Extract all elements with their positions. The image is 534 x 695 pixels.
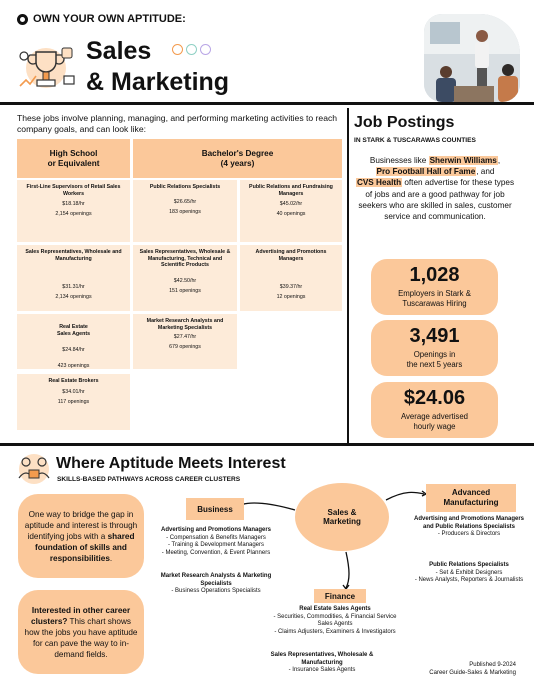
decor-circle-purple	[200, 44, 211, 55]
job-openings: 423 openings	[57, 363, 90, 369]
puzzle-people-icon	[15, 452, 53, 486]
node-finance: Finance	[314, 589, 366, 603]
pathway-related-job: - Meeting, Convention, & Event Planners	[161, 549, 271, 556]
target-icon	[17, 14, 28, 25]
pathway-related-job: - Compensation & Benefits Managers	[166, 534, 266, 541]
finance-item	[268, 606, 402, 636]
job-title: Sales Representatives, Wholesale and Manufacturing	[25, 249, 122, 262]
node-sales-marketing: Sales & Marketing	[295, 483, 389, 551]
pathway-related-job: - Securities, Commodities, & Financial Service Sales Agents	[273, 613, 397, 628]
job-title: Advertising and Promotions Managers	[255, 249, 327, 262]
job-openings: 151 openings	[169, 287, 201, 294]
job-wage: $26.65/hr	[173, 198, 197, 205]
job-wage: $18.18/hr	[62, 201, 85, 207]
table-cell	[133, 314, 237, 369]
note-bold-text: Interested in other career clusters?	[31, 605, 131, 626]
footer	[410, 661, 516, 677]
table-cell	[17, 314, 130, 369]
job-title: Public Relations Specialists	[149, 184, 221, 190]
node-advanced-manufacturing: Advanced Manufacturing	[426, 484, 516, 512]
text-segment: , and	[476, 167, 495, 177]
stat-label: Employers in Stark & Tuscarawas Hiring	[398, 289, 471, 308]
pathway-related-job: - Claims Adjusters, Examiners & Investigators	[274, 628, 396, 635]
job-wage: $34.01/hr	[62, 388, 85, 395]
pathway-job-title: Advertising and Promotions Managers	[160, 527, 272, 533]
pathway-related-job: - Insurance Sales Agents	[288, 667, 356, 674]
pathway-related-job: - News Analysts, Reporters & Journalists	[414, 577, 524, 584]
divider-top	[0, 102, 534, 105]
note-other-clusters	[18, 590, 144, 674]
kicker	[17, 13, 186, 25]
kicker-text: OWN YOUR OWN APTITUDE:	[33, 13, 186, 25]
title-line-2: & Marketing	[86, 68, 230, 96]
business-item	[158, 573, 274, 596]
stat-number: 1,028	[409, 264, 460, 286]
company-sherwin-williams: Sherwin Williams	[429, 156, 497, 165]
job-wage: $42.50/hr	[173, 277, 197, 284]
stat-label: Openings in the next 5 years	[406, 350, 463, 369]
pathway-job-title: Market Research Analysts & Marketing Specialists	[160, 573, 272, 587]
table-cell	[17, 245, 130, 311]
job-wage: $39.37/hr	[279, 284, 303, 290]
advanced-item	[412, 562, 526, 585]
note-text: This chart shows how the jobs you have aptitude for can pave the way to in-demand fields.	[24, 616, 138, 659]
publish-date: Published 9-2024	[469, 662, 516, 668]
pathway-related-job: - Training & Development Managers	[167, 542, 265, 549]
divider-vertical	[347, 108, 349, 443]
text-segment: often advertise for these types of jobs and are a good pathway for job seekers who are skilled in sales, customer service and communication.	[358, 178, 515, 222]
table-cell	[133, 245, 237, 311]
table-cell	[17, 374, 130, 430]
job-title: Real Estate Brokers	[48, 378, 99, 384]
job-wage: $31.31/hr	[62, 284, 85, 290]
column-header-bachelors: Bachelor's Degree (4 years)	[133, 139, 342, 178]
stat-employers	[371, 259, 498, 315]
job-openings: 183 openings	[169, 208, 201, 215]
pathway-related-job: - Producers & Directors	[437, 531, 501, 538]
guide-name: Career Guide-Sales & Marketing	[429, 670, 516, 676]
note-bridge-gap	[18, 494, 144, 578]
job-postings-subtitle: IN STARK & TUSCARAWAS COUNTIES	[354, 137, 476, 144]
job-openings: 40 openings	[276, 211, 306, 217]
job-openings: 679 openings	[169, 344, 201, 350]
column-header-high-school: High School or Equivalent	[17, 139, 130, 178]
decor-circles	[172, 44, 211, 55]
pathway-job-title: Advertising and Promotions Managers and Public Relations Specialists	[413, 516, 525, 530]
pathway-job-title: Sales Representatives, Wholesale & Manufacturing	[270, 652, 374, 666]
job-wage: $27.47/hr	[173, 334, 197, 340]
pathway-job-title: Public Relations Specialists	[429, 562, 509, 568]
trophy-icon	[16, 42, 78, 98]
job-title: Sales Representatives, Wholesale & Manufacturing, Technical and Scientific Products	[139, 249, 231, 268]
business-item	[148, 527, 284, 557]
pathway-related-job: - Set & Exhibit Designers	[435, 569, 503, 576]
note-text: One way to bridge the gap in aptitude and interest is through identifying jobs with a	[24, 509, 138, 541]
pathway-job-title: Real Estate Sales Agents	[299, 606, 371, 612]
company-pro-football-hall-of-fame: Pro Football Hall of Fame	[376, 167, 476, 177]
meeting-photo	[424, 14, 520, 102]
job-openings: 117 openings	[57, 398, 90, 405]
table-cell	[240, 245, 342, 311]
node-business: Business	[186, 498, 244, 520]
title-line-1: Sales	[86, 37, 152, 65]
job-title: Real Estate Sales Agents	[56, 324, 91, 337]
decor-circle-orange	[172, 44, 183, 55]
table-cell	[133, 180, 237, 242]
decor-circle-teal	[186, 44, 197, 55]
finance-item	[258, 652, 386, 675]
text-segment: ,	[497, 156, 501, 165]
job-wage: $45.02/hr	[279, 201, 303, 207]
job-title: First-Line Supervisors of Retail Sales Workers	[26, 184, 121, 197]
job-openings: 2,134 openings	[55, 294, 92, 300]
job-openings: 2,154 openings	[55, 211, 92, 217]
table-cell	[240, 180, 342, 242]
job-wage: $24.84/hr	[62, 347, 85, 353]
job-postings-text	[355, 155, 515, 222]
aptitude-subtitle: SKILLS-BASED PATHWAYS ACROSS CAREER CLUSTERS	[57, 476, 241, 483]
pathway-related-job: - Business Operations Specialists	[171, 588, 261, 595]
job-postings-title: Job Postings	[354, 114, 455, 131]
table-cell	[17, 180, 130, 242]
stat-number: 3,491	[409, 325, 460, 347]
stat-openings	[371, 320, 498, 376]
divider-middle	[0, 443, 534, 446]
jobs-table	[17, 139, 342, 433]
note-bold-text: shared foundation of skills and responsibilities	[35, 531, 135, 563]
intro-text: These jobs involve planning, managing, and performing marketing activities to reach company goals, and can look like:	[17, 113, 338, 134]
stat-number: $24.06	[403, 387, 466, 409]
aptitude-title: Where Aptitude Meets Interest	[56, 455, 286, 472]
advanced-item	[412, 516, 526, 539]
job-openings: 12 openings	[276, 294, 306, 300]
text-segment: Businesses like	[369, 156, 429, 165]
stat-label: Average advertised hourly wage	[400, 412, 469, 431]
job-title: Market Research Analysts and Marketing Specialists	[146, 318, 224, 331]
job-title: Public Relations and Fundraising Managers	[249, 184, 333, 197]
company-cvs-health: CVS Health	[356, 178, 402, 188]
note-text: .	[109, 553, 113, 563]
stat-wage	[371, 382, 498, 438]
